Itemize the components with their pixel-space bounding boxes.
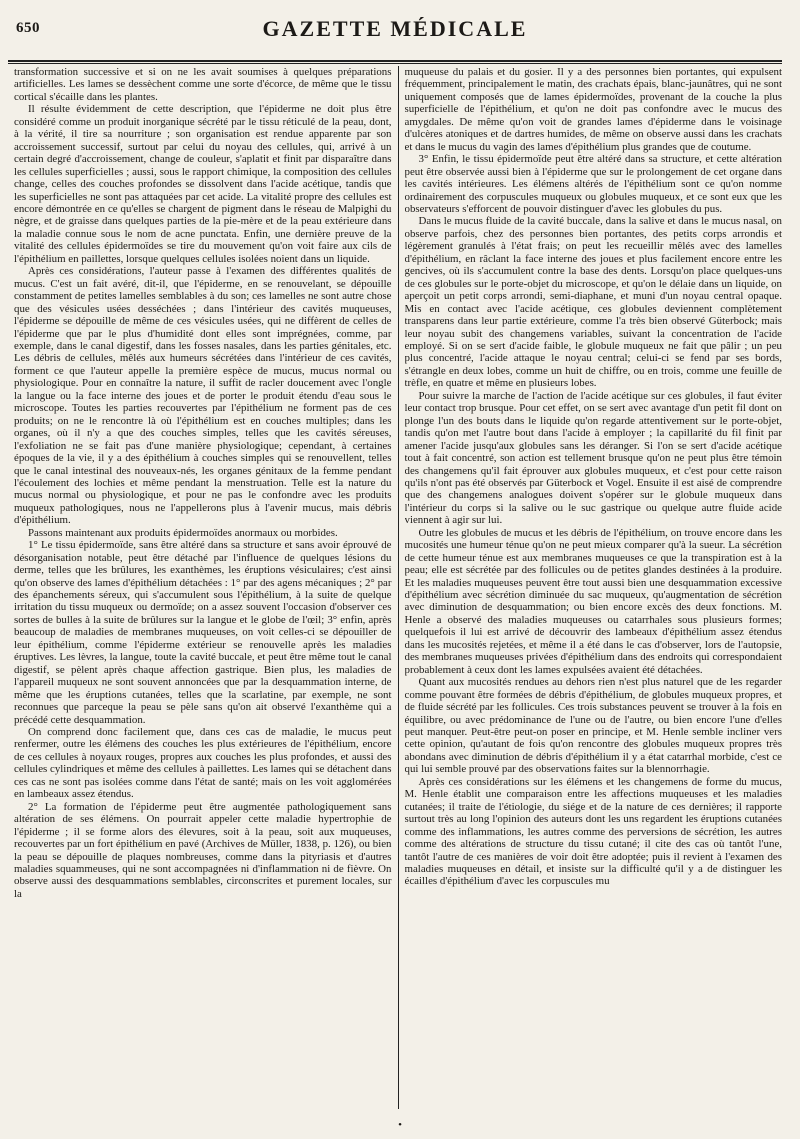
header-rule: [8, 60, 782, 62]
paragraph: On comprend donc facilement que, dans ces cas de maladie, le mucus peut renfermer, outre les élémens des couches les plus extérieures de l'épithélium, encore de ces cellules à noyaux rouges, propres aux couches les plus profondes, et aussi des cellules cylindriques et même des cellules à paillettes. Les lames qui se détachent dans ces cas ne sont pas isolées comme dans l'état de santé; mais on les voit agglomérées en lambeaux assez étendus.: [14, 726, 392, 801]
header-rule-thin: [8, 63, 782, 64]
left-column: [14, 66, 392, 1109]
article-columns: [14, 66, 782, 1109]
paragraph: muqueuse du palais et du gosier. Il y a des personnes bien portantes, qui expulsent fréquemment, principalement le matin, des crachats épais, blanc-jaunâtres, qui ne sont uniquement composés que de lames épidermoïdes, provenant de la couche la plus superficielle de l'épithélium, et qu'on ne doit pas confondre avec le mucus des amygdales. De même qu'on voit de grandes lames d'épiderme dans le voisinage d'ulcères atoniques et de dartres humides, de même on observe aussi dans les crachats et dans le mucus du vagin des lames d'épithélium plus grandes que de coutume.: [404, 66, 782, 153]
paragraph: Il résulte évidemment de cette description, que l'épiderme ne doit plus être considéré comme un produit inorganique sécrété par le tissu réticulé de la peau, dont, à la vérité, il tire sa nourriture ; son organisation est rendue apparente par son accroissement successif, surtout par celui du noyau des cellules, qui, arrivé à un certain degré d'accroissement, change de couleur, s'aplatit et finit par disparaître dans les cellules superficielles ; aussi, sous le rapport chimique, la composition des cellules change, celles des couches profondes se dissolvent dans l'acide acétique, tandis que les superficielles ne sont pas attaquées par cet acide. La vitalité propre des cellules est encore démontrée en ce qu'elles se chargent de pigment dans le réseau de Malpighi du nègre, et de graisse dans quelques parties de la pie-mère et de la peau extérieure dans la maladie connue sous le nom de acne punctata. Enfin, une dernière preuve de la vitalité des cellules épidermoïdes se tire du mouvement qu'on voit faire aux cils de l'épithélium en paillettes, lorsque quelques cellules isolées noient dans un liquide.: [14, 103, 392, 265]
column-divider: [398, 66, 399, 1109]
paragraph: Après ces considérations, l'auteur passe à l'examen des différentes qualités de mucus. C'est un fait avéré, dit-il, que l'épiderme, en se renouvelant, se dépouille constamment de petites lamelles semblables à du son; ces lamelles ne sont autre chose que des vésicules usées desséchées ; dans l'intérieur des cavités muqueuses, l'épiderme se dépouille de même de ces vésicules usées, qui ne diffèrent de celles de l'épiderme que par le plus d'humidité dont elles sont imprégnées, comme, par exemple, dans le canal digestif, dans les fosses nasales, dans les parties génitales, etc. Les débris de cellules, mêlés aux humeurs sécrétées dans l'intérieur de ces cavités, forment ce que l'auteur appelle la première espèce de mucus, mucus normal ou physiologique. Pour en connaître la nature, il suffit de racler doucement avec l'ongle la langue ou la face interne des joues et de porter le produit étendu d'eau sous le microscope. Toutes les parties recouvertes par l'épithélium ne forment pas de ces produits; on ne le rencontre là où l'épithélium est en couches multiples; dans les organes, où il n'y a que des couches simples, telles que les cavités séreuses, l'exfoliation ne se fait pas d'une manière physiologique; cependant, à certaines époques de la vie, il y a des épithélium à couches simples qui se renouvellent, telles que le canal intestinal des nouveaux-nés, les organes génitaux de la femme pendant l'écoulement des lochies et même pendant la menstruation. Telle est la nature du mucus normal ou physiologique, et pour ne pas le confondre avec les produits muqueux pathologiques, nous ne l'appellerons plus à l'avenir mucus, mais débris d'épithélium.: [14, 265, 392, 527]
right-column: [405, 66, 783, 1109]
paragraph: Dans le mucus fluide de la cavité buccale, dans la salive et dans le mucus nasal, on observe parfois, chez des personnes bien portantes, des petits corps arrondis et légèrement granulés à l'état frais; on peut les recueillir mêlés avec des lamelles d'épithélium, en râclant la face interne des joues et plus facilement encore entre les gencives, où ils s'accumulent contre la base des dents. Lorsqu'on place quelques-uns de ces globules sur le porte-objet du microscope, et qu'on le délaie dans un liquide, on aperçoit un petit corps arrondi, semi-diaphane, et muni d'un noyau central opaque. Mis en contact avec l'acide acétique, ces globules deviennent complètement transparens dans leur partie extérieure, comme l'a très bien observé Güterbock; mais leur noyau subit des changemens variables, suivant la concentration de l'acide employé. Si on se sert d'acide faible, le globule muqueux ne fait que pâlir ; un peu plus concentré, l'acide attaque le noyau central; celui-ci se fend par ses bords, s'étrangle en deux lobes, comme un huit de chiffre, ou en trois, comme une feuille de trèfle, en quatre et même en plusieurs lobes.: [404, 215, 782, 390]
page-header: [8, 0, 782, 44]
page-number: 650: [16, 20, 40, 36]
journal-title: GAZETTE MÉDICALE: [262, 16, 528, 41]
paragraph: Quant aux mucosités rendues au dehors rien n'est plus naturel que de les regarder comme pouvant être formées de débris d'épithélium, de globules muqueux propres, et de fluide sécrété par les follicules. Ces trois substances peuvent se trouver à la fois en équilibre, ou avec prédominance de l'une ou de l'autre, ou bien encore l'une d'elles peut manquer. Peut-être peut-on poser en principe, et M. Henle semble incliner vers cette opinion, qu'autant de fois qu'on rencontre des globules muqueux propres très abondans avec diminution de débris d'épithélium il y a état catarrhal morbide, c'est ce qui lui semble prouvé par des observations faites sur la blennorrhagie.: [404, 676, 782, 776]
paragraph: Après ces considérations sur les élémens et les changemens de forme du mucus, M. Henle établit une comparaison entre les affections muqueuses et les maladies cutanées; il traite de l'étiologie, du siége et de la nature de ces dernières; il rapporte surtout très au long l'opinion des auteurs dont les uns regardent les éruptions cutanées comme des inflammations, les autres comme des perversions de sécrétion, les autres comme des altérations de structure du tissu cutané; il cite des cas où tantôt l'une, tantôt l'autre de ces manières de voir doit être adoptée; puis il revient à l'examen des maladies muqueuses en détail, et insiste sur la difficulté qu'il y a de distinguer les écailles d'épithélium d'avec les corpuscules mu: [404, 775, 782, 888]
paragraph: 2° La formation de l'épiderme peut être augmentée pathologiquement sans altération de ses élémens. On pourrait appeler cette maladie hypertrophie de l'épiderme ; il se forme alors des élevures, soit à la peau, soit aux muqueuses, recouvertes par un fort épithélium en pavé (Archives de Müller, 1838, p. 126), ou bien la peau se dépouille de plaques nombreuses, comme dans la pityriasis et d'autres maladies squammeuses, qui ne sont accompagnées ni d'inflammation ni de fièvre. On observe aussi des desquammations semblables, circonscrites et purement locales, sur la: [14, 800, 392, 900]
paragraph: Passons maintenant aux produits épidermoïdes anormaux ou morbides.: [28, 526, 338, 539]
footer-mark: •: [398, 1119, 402, 1131]
paragraph: Outre les globules de mucus et les débris de l'épithélium, on trouve encore dans les mucosités une humeur ténue qu'on ne peut mieux comparer qu'à la sueur. La sécrétion de cette humeur ténue est aux membranes muqueuses ce que la transpiration est à la peau; elle est sécrétée par des follicules ou de petites glandes destinées à la produire. Et les maladies muqueuses peuvent être tout aussi bien une desquammation excessive d'épithélium avec sécrétion diminuée du sac muqueux, qu'augmentation de sécrétion avec diminution de desquammation; ou bien encore excès des deux fonctions. M. Henle a observé des maladies muqueuses ou catarrhales sous plusieurs formes; quelquefois il lui est arrivé de découvrir des lambeaux d'épithélium assez étendus dans les mucosités rejetées, et même il a été dans le cas d'observer, lors de l'autopsie, des membranes muqueuses privées d'épithélium dans des endroits qui correspondaient probablement à ceux dont les lames expulsées avaient été détachées.: [404, 526, 782, 676]
paragraph: transformation successive et si on ne les avait soumises à quelques préparations artificielles. Les lames se dessèchent comme une sorte d'écorce, de même que le tissu cortical s'écaille dans les plantes.: [14, 66, 392, 103]
paragraph: Pour suivre la marche de l'action de l'acide acétique sur ces globules, il faut éviter leur contact trop brusque. Pour cet effet, on se sert avec avantage d'un petit fil dont on plonge l'un des bouts dans le liquide qu'on regarde attentivement sur le porte-objet, tandis qu'on met l'autre bout dans l'acide à employer ; la capillarité du fil finit par amener l'acide jusqu'aux globules sans les déranger. Si l'on se sert d'acide acétique tout à fait concentré, son action est tellement brusque qu'on ne peut plus être témoin des changemens qu'il fait éprouver aux globules muqueux, et c'est pour cette raison qu'ils n'ont pas été observés par Güterbock et Vogel. Ensuite il est aisé de comprendre que des changemens analogues doivent s'opérer sur le globule muqueux dans l'intérieur du corps si la salive ou le suc gastrique ou quelque autre fluide acide viennent à agir sur lui.: [404, 389, 782, 527]
paragraph: 3° Enfin, le tissu épidermoïde peut être altéré dans sa structure, et cette altération peut être observée aussi bien à l'épiderme que sur le prolongement de cet organe dans les cavités intérieures. Les élémens altérés de l'épithélium sont ce qu'on nomme ordinairement des corpuscules muqueux ou globules muqueux, et ce sont eux que les observateurs s'efforcent de pouvoir distinguer d'avec les globules du pus.: [404, 153, 782, 215]
paragraph: 1° Le tissu épidermoïde, sans être altéré dans sa structure et sans avoir éprouvé de désorganisation notable, peut être détaché par l'influence de quelques lésions du derme, telles que les brûlures, les exanthèmes, les éruptions vésiculaires; c'est ainsi qu'on observe des lames d'épithélium détachées : 1° par des agens mécaniques ; 2° par des épanchements séreux, qui s'accumulent sous l'épithélium, à la suite de quelque irritation du tissu muqueux ou dermoïde; on a assez souvent l'occasion d'observer ces sortes de bulles à la suite de brûlures sur la langue et le globe de l'œil; 3° enfin, après beaucoup de maladies de membranes muqueuses, on voit celles-ci se dépouiller de leur épithélium, comme l'épiderme extérieur se renouvelle après les maladies éruptives. Les lèvres, la langue, toute la cavité buccale, et peut être même tout le canal digestif, se pèlent après chaque affection gastrique. Bien plus, les maladies de l'appareil muqueux ne sont souvent annoncées que par la desquammation interne, de même que les éruptions cutanées, telles que la scarlatine, par exemple, ne sont reconnues que parceque la peau se pèle sans qu'on ait observé l'exanthème qui a précédé cette desquammation.: [14, 539, 392, 726]
